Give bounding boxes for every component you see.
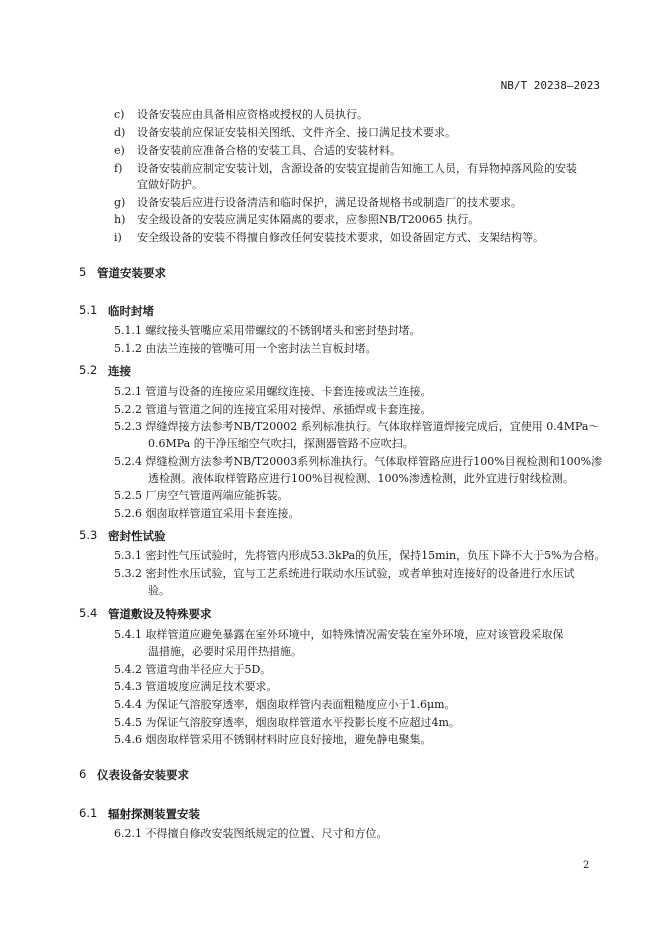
clause-text: 5.4.1 取样管道应避免暴露在室外环境中，如特殊情况需安装在室外环境，应对该管段采取保 [114,628,564,641]
clause-text: 5.2.5 厂房空气管道两端应能拆装。 [114,489,289,502]
subsection-number: 5.3 [79,528,98,542]
list-label: d) [114,126,126,139]
clause-text: 5.2.6 烟囱取样管道宜采用卡套连接。 [114,507,300,520]
section-number: 6 [79,767,87,781]
subsection-number: 6.1 [79,806,98,820]
clause-text: 5.2.2 管道与管道之间的连接宜采用对接焊、承插焊或卡套连接。 [114,403,432,416]
clause-text: 5.3.1 密封性气压试验时，先将管内形成53.3kPa的负压，保持15min，负压下降不大于5%为合格。 [114,549,606,562]
clause-text: 5.4.2 管道弯曲半径应大于5D。 [114,663,272,676]
section-title: 管道安装要求 [97,266,166,280]
list-item-text: 设备安装前应制定安装计划，含源设备的安装宜提前告知施工人员，有异物掉落风险的安装 [137,162,577,175]
clause-text: 5.2.4 焊缝检测方法参考NB/T20003系列标准执行。气体取样管路应进行100%目视检测和100%渗 [114,455,603,468]
subsection-number: 5.2 [79,363,98,377]
list-label: h) [114,213,126,226]
list-item-text: 安全级设备的安装不得擅自修改任何安装技术要求，如设备固定方式、支架结构等。 [137,231,544,244]
list-item-text: 设备安装前应准备合格的安装工具、合适的安装材料。 [137,144,401,157]
subsection-title: 临时封堵 [108,304,154,318]
subsection-number: 5.1 [79,303,98,317]
subsection-title: 辐射探测装置安装 [108,807,200,821]
clause-text: 6.2.1 不得擅自修改安装图纸规定的位置、尺寸和方位。 [114,827,388,840]
subsection-title: 密封性试验 [108,529,166,543]
subsection-title: 连接 [108,364,131,378]
list-label: f) [114,162,123,175]
list-label: e) [114,144,125,157]
clause-text: 5.4.5 为保证气溶胶穿透率，烟囱取样管道水平投影长度不应超过4m。 [114,716,460,729]
clause-text: 5.1.2 由法兰连接的管嘴可用一个密封法兰盲板封堵。 [114,342,377,355]
clause-text: 0.6MPa 的干净压缩空气吹扫，探测器管路不应吹扫。 [148,437,414,450]
list-label: c) [114,108,125,121]
clause-text: 验。 [148,584,170,597]
subsection-title: 管道敷设及特殊要求 [108,607,212,621]
list-item-text: 宜做好防护。 [137,178,203,191]
list-label: g) [114,196,126,209]
section-number: 5 [79,265,87,279]
clause-text: 5.4.3 管道坡度应满足技术要求。 [114,680,278,693]
clause-text: 5.2.1 管道与设备的连接应采用螺纹连接、卡套连接或法兰连接。 [114,385,432,398]
subsection-number: 5.4 [79,606,98,620]
section-title: 仪表设备安装要求 [97,768,189,782]
clause-text: 5.3.2 密封性水压试验，宜与工艺系统进行联动水压试验，或者单独对连接好的设备进行水压试 [114,567,575,580]
clause-text: 5.2.3 焊缝焊接方法参考NB/T20002 系列标准执行。气体取样管道焊接完成后，宜使用 0.4MPa～ [114,420,600,433]
page-number: 2 [583,860,590,871]
clause-text: 温措施，必要时采用伴热措施。 [148,645,302,658]
list-item-text: 安全级设备的安装应满足实体隔离的要求，应参照NB/T20065 执行。 [137,213,480,226]
list-item-text: 设备安装后应进行设备清洁和临时保护，满足设备规格书或制造厂的技术要求。 [137,196,522,209]
clause-text: 透检测。液体取样管路应进行100%目视检测、100%渗透检测，此外宜进行射线检测。 [148,472,574,485]
doc-number-header: NB/T 20238—2023 [500,79,600,92]
clause-text: 5.4.6 烟囱取样管采用不锈钢材料时应良好接地，避免静电聚集。 [114,733,432,746]
list-item-text: 设备安装前应保证安装相关图纸、文件齐全、接口满足技术要求。 [137,126,456,139]
clause-text: 5.4.4 为保证气溶胶穿透率，烟囱取样管内表面粗糙度应小于1.6μm。 [114,698,456,711]
list-item-text: 设备安装应由具备相应资格或授权的人员执行。 [137,108,368,121]
clause-text: 5.1.1 螺纹接头管嘴应采用带螺纹的不锈钢堵头和密封垫封堵。 [114,324,421,337]
list-label: i) [114,231,122,244]
